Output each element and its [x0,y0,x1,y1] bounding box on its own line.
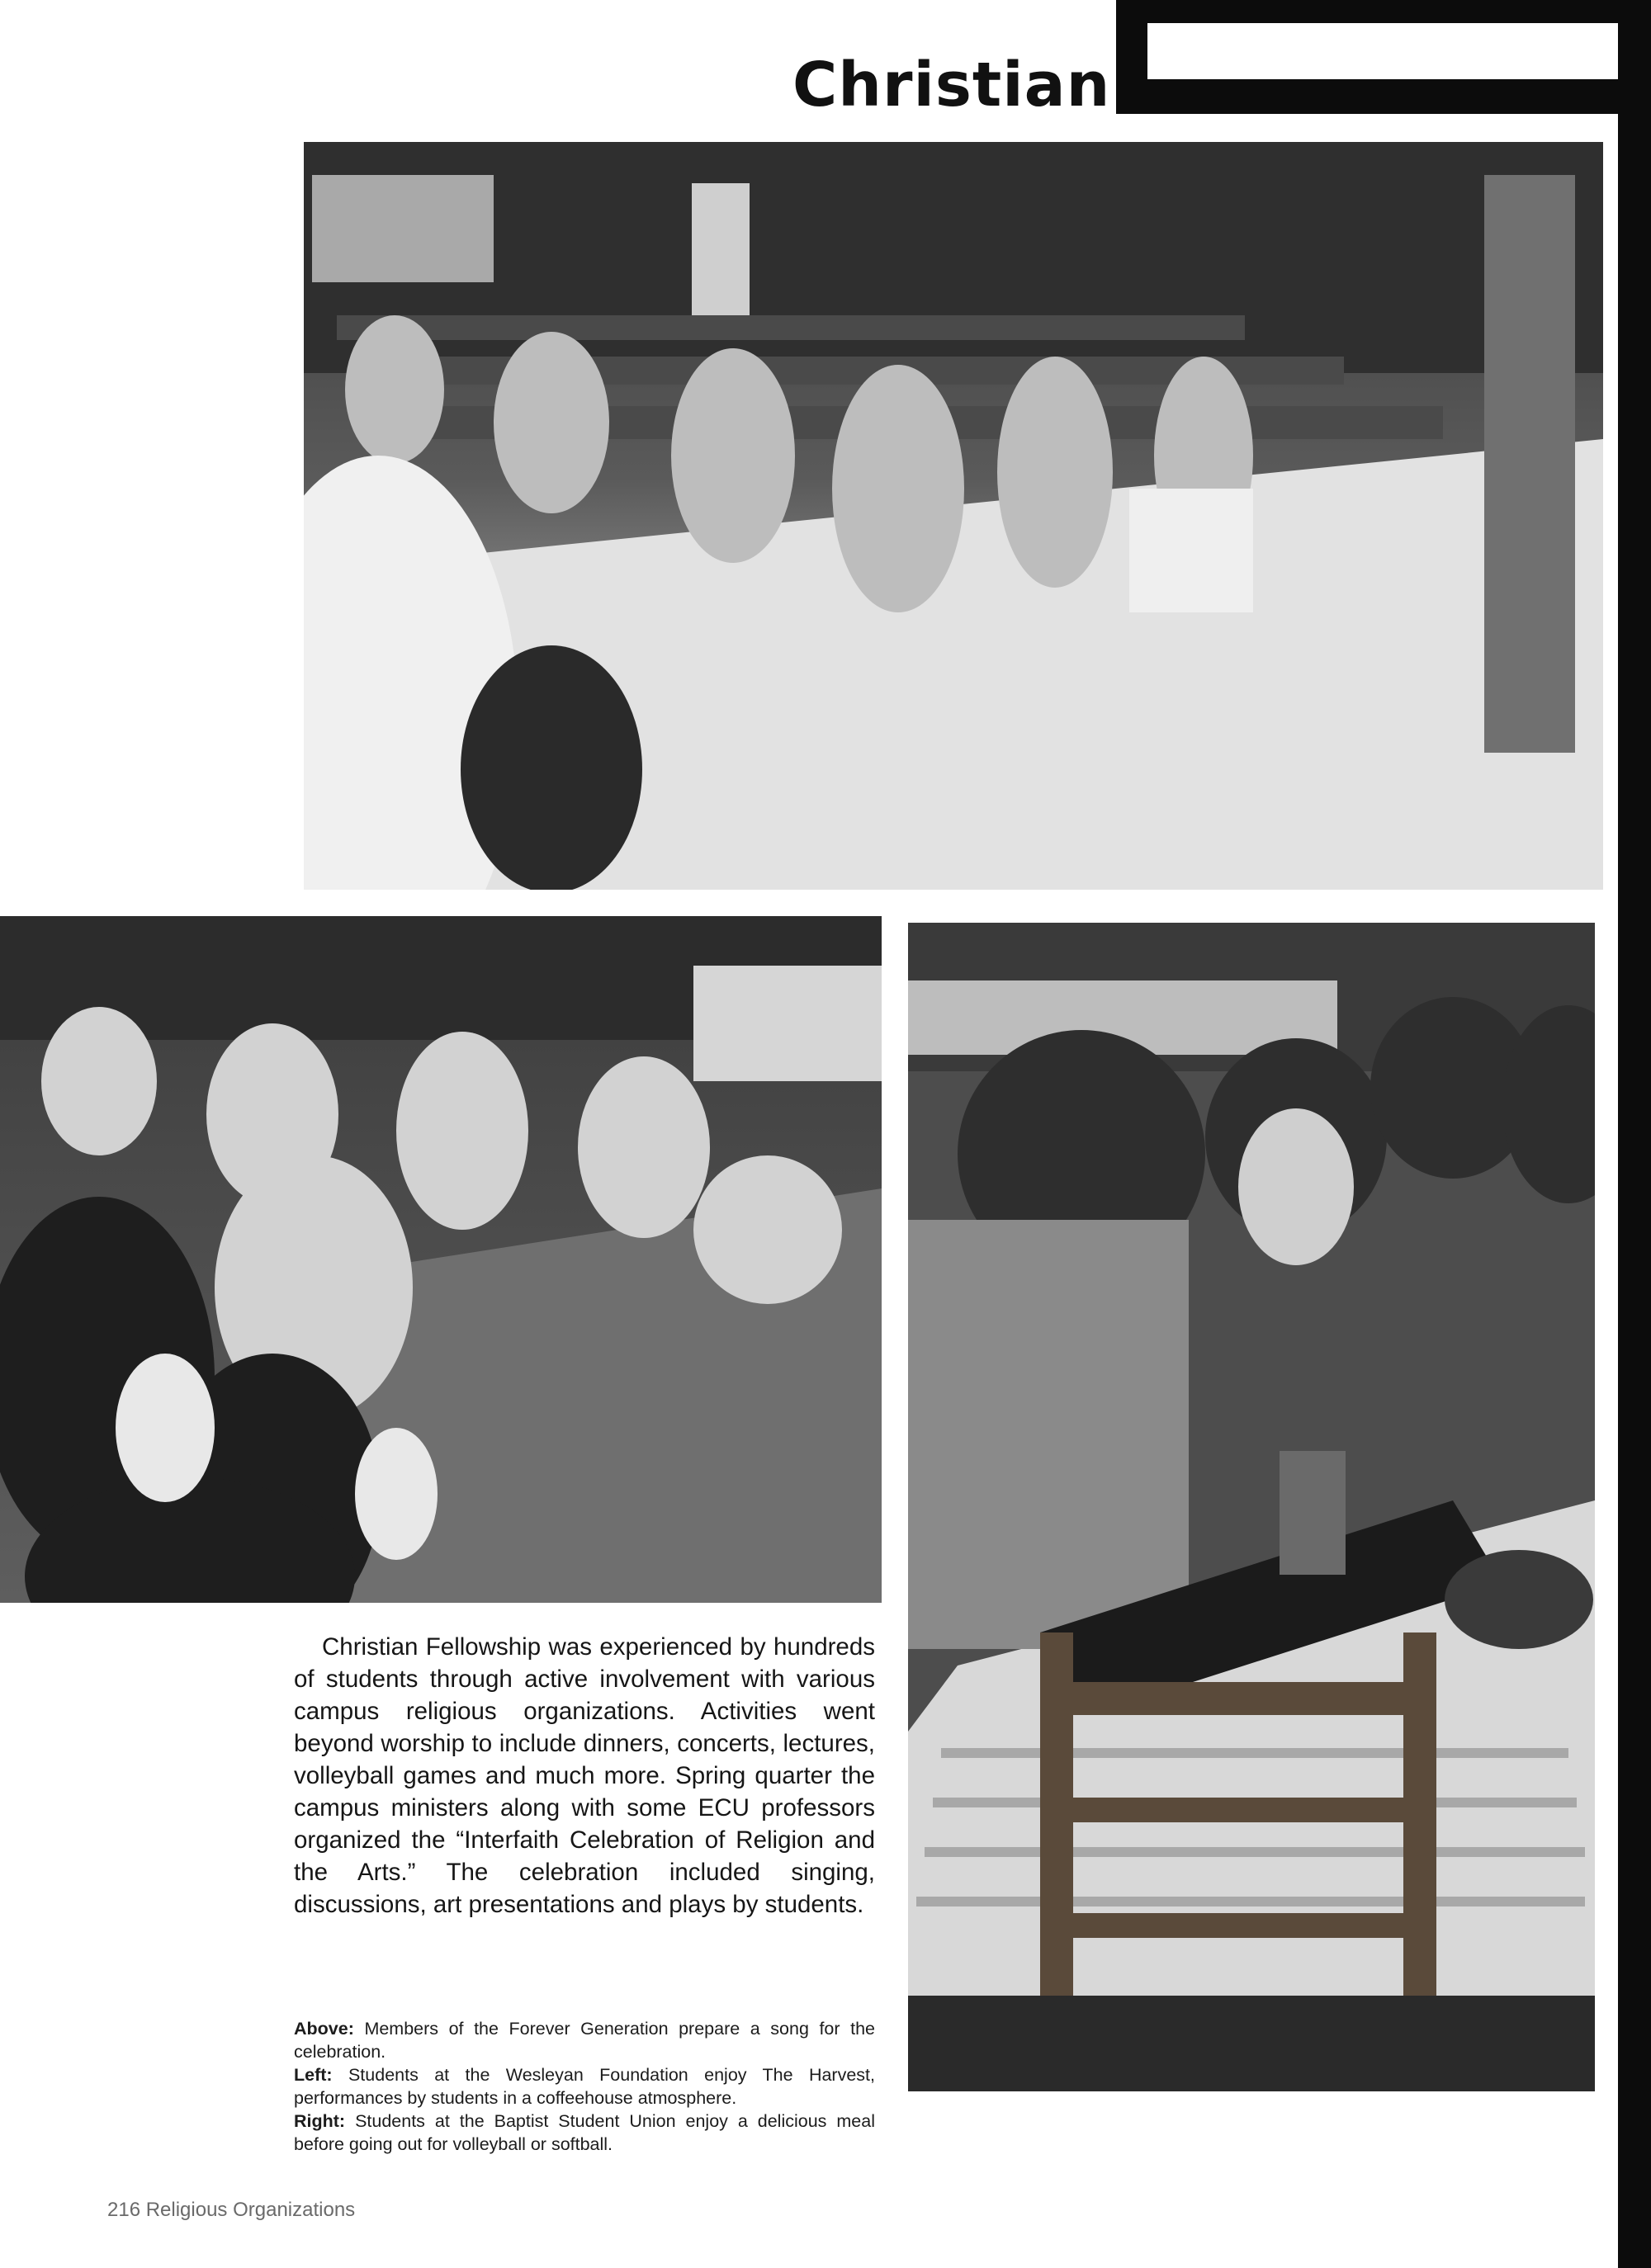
caption-above [294,2017,875,2063]
corner-band-bottom [1116,79,1651,114]
page-edge-band [1618,0,1651,2268]
photo-captions [294,2017,875,2156]
page-footer: 216 Religious Organizations [107,2199,356,2221]
caption-right-text: Students at the Baptist Student Union enjoy a delicious meal before going out for volleyball or softball. [294,2111,875,2154]
article-body: Christian Fellowship was experienced by hundreds of students through active involvement with various campus religious organizations. Activities went beyond worship to include dinners, concerts, lectures, volleyball games and much more. Spring quarter the campus ministers along with some ECU professors organized the “Interfaith Celebration of Religion and the Arts.” The celebration included singing, discussions, art presentations and plays by students. [294,1633,875,1918]
page-title: Christian [792,50,1111,120]
photo-student-meal [908,923,1595,2091]
caption-right [294,2110,875,2156]
caption-left-label: Left: [294,2065,333,2085]
caption-left-text: Students at the Wesleyan Foundation enjoy The Harvest, performances by students in a coffeehouse atmosphere. [294,2065,875,2108]
photo-coffeehouse [0,916,882,1603]
corner-band-top [1116,0,1651,23]
photo-choir-rehearsal [304,142,1603,890]
caption-right-label: Right: [294,2111,346,2131]
caption-above-text: Members of the Forever Generation prepare a song for the celebration. [294,2019,875,2062]
caption-above-label: Above: [294,2019,354,2039]
caption-left [294,2063,875,2110]
